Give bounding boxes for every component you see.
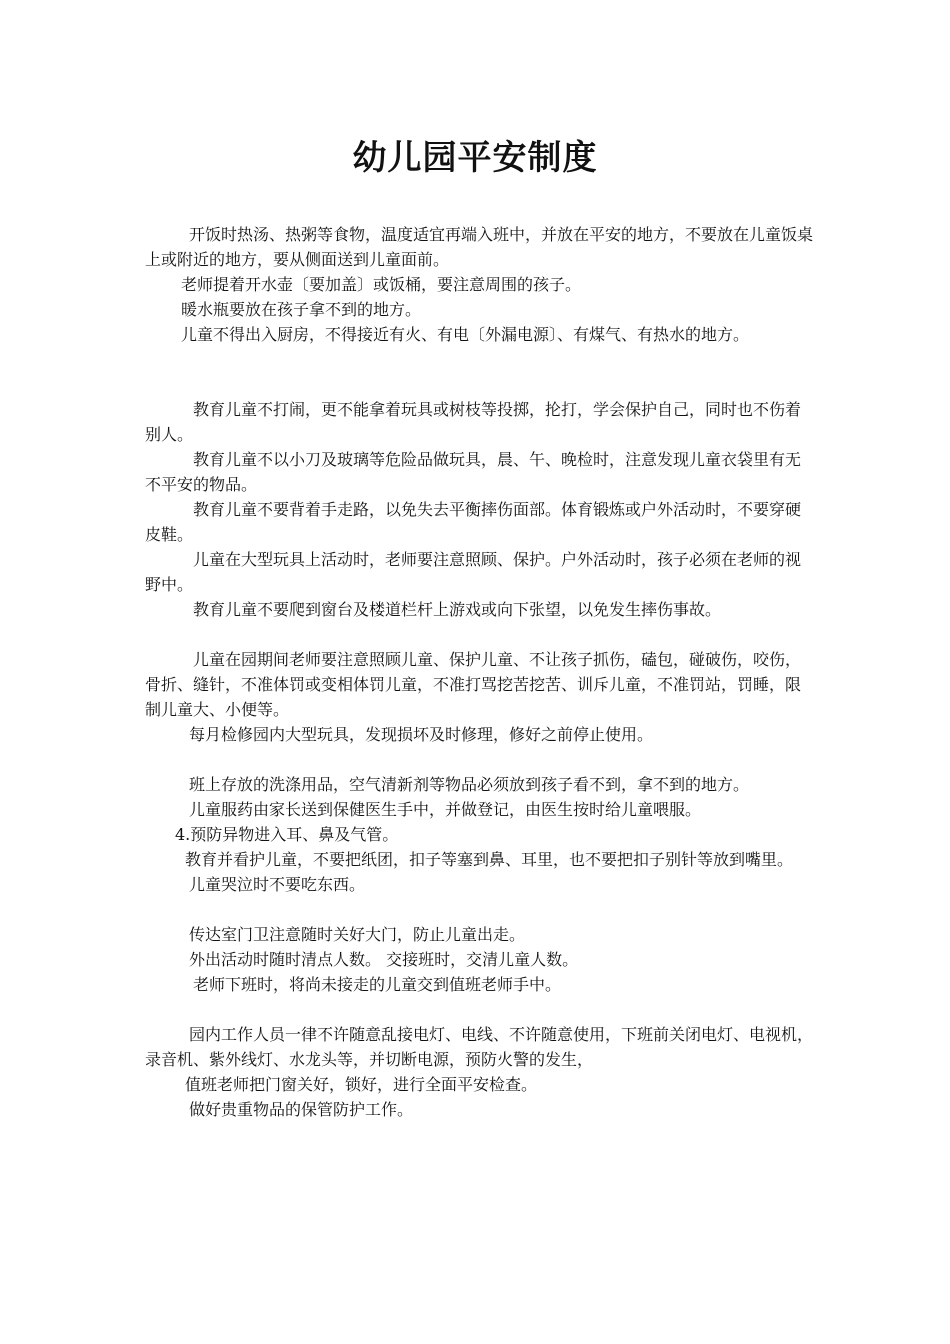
paragraph: 班上存放的洗涤用品，空气清新剂等物品必须放到孩子看不到，拿不到的地方。 [189, 775, 750, 794]
paragraph: 儿童在园期间老师要注意照顾儿童、保护儿童、不让孩子抓伤，磕包，碰破伤，咬伤，骨折、缝针，不准体罚或变相体罚儿童，不准打骂挖苦挖苦、训斥儿童，不准罚站，罚睡，限制儿童大、小便等。 [145, 650, 802, 719]
paragraph: 教育儿童不要爬到窗台及楼道栏杆上游戏或向下张望，以免发生摔伤事故。 [193, 600, 722, 619]
paragraph: 值班老师把门窗关好，锁好，进行全面平安检查。 [185, 1075, 538, 1094]
paragraph: 传达室门卫注意随时关好大门，防止儿童出走。 [189, 925, 526, 944]
paragraph: 儿童在大型玩具上活动时，老师要注意照顾、保护。户外活动时，孩子必须在老师的视野中。 [145, 550, 802, 594]
paragraph: 每月检修园内大型玩具，发现损坏及时修理，修好之前停止使用。 [189, 725, 654, 744]
paragraph: 暖水瓶要放在孩子拿不到的地方。 [181, 300, 422, 319]
paragraph-gap [145, 747, 815, 772]
paragraph: 开饭时热汤、热粥等食物，温度适宜再端入班中，并放在平安的地方，不要放在儿童饭桌上或附近的地方，要从侧面送到儿童面前。 [145, 225, 814, 269]
paragraph: 园内工作人员一律不许随意乱接电灯、电线、不许随意使用，下班前关闭电灯、电视机，录音机、紫外线灯、水龙头等，并切断电源，预防火警的发生， [145, 1025, 814, 1069]
paragraph: 4.预防异物进入耳、鼻及气管。 [175, 825, 399, 844]
paragraph: 教育儿童不以小刀及玻璃等危险品做玩具，晨、午、晚检时，注意发现儿童衣袋里有无不平安的物品。 [145, 450, 802, 494]
paragraph-gap [145, 347, 815, 372]
paragraph: 做好贵重物品的保管防护工作。 [189, 1100, 414, 1119]
paragraph: 儿童哭泣时不要吃东西。 [189, 875, 366, 894]
paragraph: 外出活动时随时清点人数。 交接班时，交清儿童人数。 [189, 950, 579, 969]
paragraph: 教育儿童不打闹，更不能拿着玩具或树枝等投掷，抡打，学会保护自己，同时也不伤着别人。 [145, 400, 802, 444]
paragraph-gap [145, 372, 815, 397]
paragraph: 老师下班时，将尚未接走的儿童交到值班老师手中。 [193, 975, 562, 994]
paragraph-gap [145, 997, 815, 1022]
document-body [145, 222, 815, 1122]
paragraph-gap [145, 897, 815, 922]
paragraph: 教育儿童不要背着手走路，以免失去平衡摔伤面部。体育锻炼或户外活动时，不要穿硬皮鞋。 [145, 500, 802, 544]
paragraph: 儿童不得出入厨房，不得接近有火、有电〔外漏电源〕、有煤气、有热水的地方。 [181, 325, 750, 344]
paragraph: 儿童服药由家长送到保健医生手中，并做登记，由医生按时给儿童喂服。 [189, 800, 702, 819]
paragraph-gap [145, 622, 815, 647]
paragraph: 教育并看护儿童，不要把纸团，扣子等塞到鼻、耳里，也不要把扣子别针等放到嘴里。 [185, 850, 794, 869]
document-title: 幼儿园平安制度 [352, 138, 598, 178]
paragraph: 老师提着开水壶〔要加盖〕或饭桶，要注意周围的孩子。 [181, 275, 582, 294]
